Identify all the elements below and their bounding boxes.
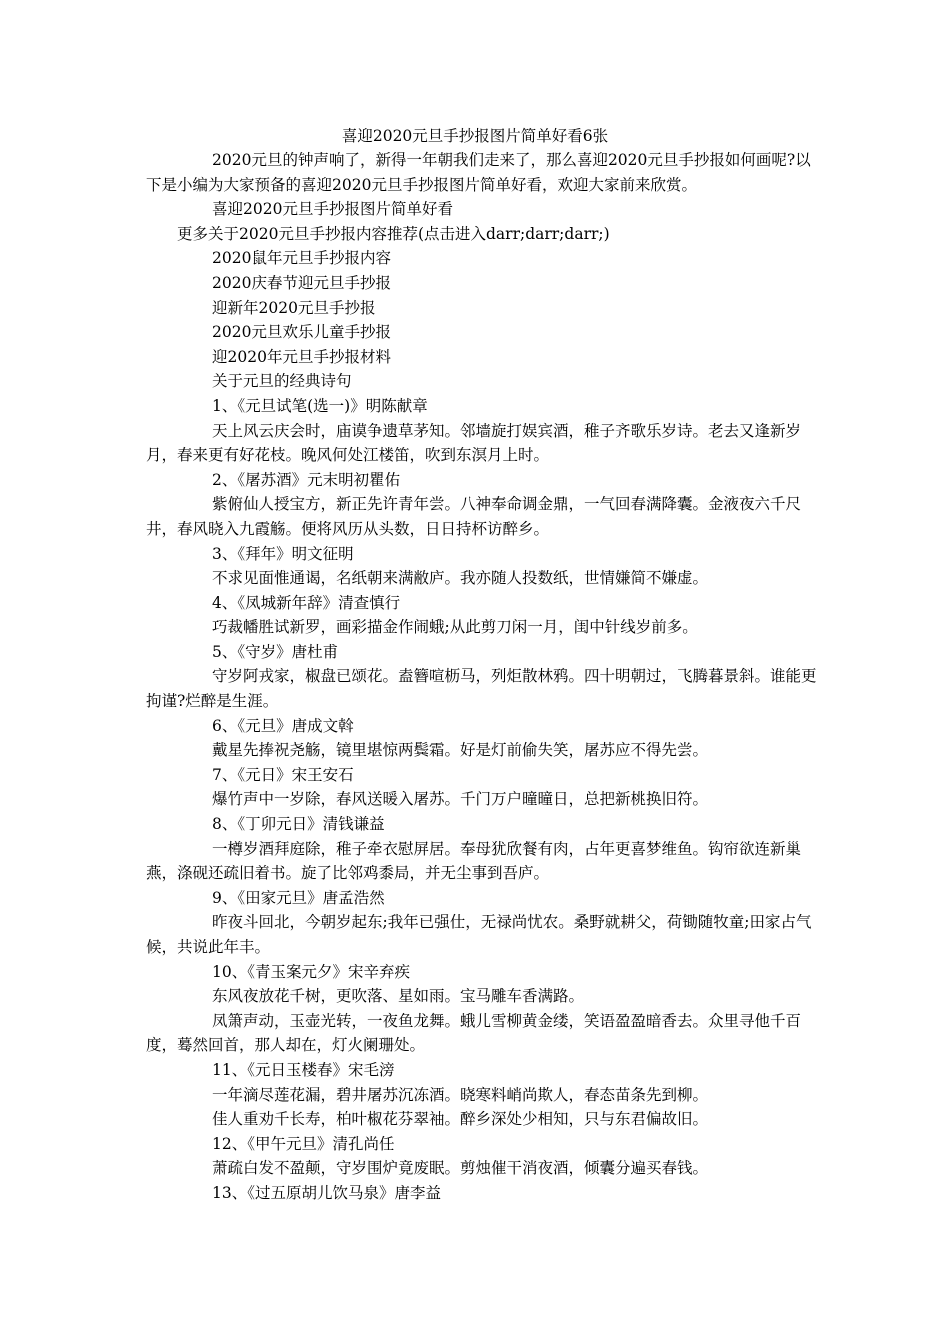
- poem-title: 9、《田家元旦》唐孟浩然: [212, 888, 385, 907]
- poem-title: 1、《元旦试笔(选一)》明陈献章: [212, 396, 428, 415]
- section-heading: 喜迎2020元旦手抄报图片简单好看: [212, 200, 453, 219]
- poem-title: 10、《青玉案元夕》宋辛弃疾: [212, 962, 410, 981]
- poem-title: 5、《守岁》唐杜甫: [212, 642, 339, 661]
- poem-text: 天上风云庆会时，庙谟争遗草茅知。邻墙旋打娱宾酒，稚子齐歌乐岁诗。老去又逢新岁月，春来更有好花枝。晚风何处江楼笛，吹到东溟月上时。: [146, 421, 802, 465]
- poem-title: 4、《凤城新年辞》清查慎行: [212, 593, 401, 612]
- poem-title: 11、《元日玉楼春》宋毛滂: [212, 1060, 395, 1079]
- poem-text: 紫俯仙人授宝方，新正先许青年尝。八神奉命调金鼎，一气回春满降囊。金液夜六千尺井，春风晓入九霞觞。便将风历从头数，日日持杯访醉乡。: [146, 495, 802, 538]
- poem-title: 7、《元日》宋王安石: [212, 765, 354, 784]
- poem-title: 12、《甲午元旦》清孔尚任: [212, 1134, 395, 1153]
- poem-text: 一年滴尽莲花漏，碧井屠苏沉冻酒。晓寒料峭尚欺人，春态苗条先到柳。: [212, 1085, 709, 1104]
- recommendation-link[interactable]: 2020元旦欢乐儿童手抄报: [212, 323, 391, 342]
- poem-title: 3、《拜年》明文征明: [212, 544, 354, 563]
- poem-text: 一樽岁酒拜庭除，稚子牵衣慰屏居。奉母犹欣餐有肉，占年更喜梦维鱼。钩帘欲连新巢燕，涤砚还疏旧着书。旋了比邻鸡黍局，并无尘事到吾庐。: [146, 839, 802, 883]
- poem-text: 巧裁幡胜试新罗，画彩描金作闹蛾;从此剪刀闲一月，闺中针线岁前多。: [212, 618, 698, 637]
- poem-text: 爆竹声中一岁除，春风送暖入屠苏。千门万户曈曈日，总把新桃换旧符。: [212, 790, 709, 809]
- poem-text: 萧疏白发不盈颠，守岁围炉竟废眠。剪烛催干消夜酒，倾囊分遍买春钱。: [212, 1159, 709, 1178]
- poem-title: 13、《过五原胡儿饮马泉》唐李益: [212, 1183, 441, 1202]
- poem-text: 东风夜放花千树，更吹落、星如雨。宝马雕车香满路。: [212, 987, 585, 1006]
- poem-text: 凤箫声动，玉壶光转，一夜鱼龙舞。蛾儿雪柳黄金缕，笑语盈盈暗香去。众里寻他千百度，蓦然回首，那人却在，灯火阑珊处。: [146, 1011, 802, 1055]
- poem-title: 2、《屠苏酒》元末明初瞿佑: [212, 470, 401, 489]
- intro-paragraph: 2020元旦的钟声响了，新得一年朝我们走来了，那么喜迎2020元旦手抄报如何画呢?以下是小编为大家预备的喜迎2020元旦手抄报图片简单好看，欢迎大家前来欣赏。: [146, 151, 811, 194]
- poem-title: 6、《元旦》唐成文斡: [212, 716, 354, 735]
- poem-text: 昨夜斗回北，今朝岁起东;我年已强仕，无禄尚忧农。桑野就耕父，荷锄随牧童;田家占气候，共说此年丰。: [146, 913, 812, 956]
- document-body: [146, 148, 822, 1206]
- recommendation-link[interactable]: 迎2020年元旦手抄报材料: [212, 347, 391, 366]
- poem-text: 佳人重劝千长寿，柏叶椒花芬翠袖。醉乡深处少相知，只与东君偏故旧。: [212, 1110, 709, 1129]
- poem-text: 守岁阿戎家，椒盘已颂花。盍簪喧枥马，列炬散林鸦。四十明朝过，飞腾暮景斜。谁能更拘谨?烂醉是生涯。: [146, 667, 817, 711]
- poem-title: 8、《丁卯元日》清钱谦益: [212, 815, 385, 834]
- recommendation-link[interactable]: 2020庆春节迎元旦手抄报: [212, 273, 391, 292]
- recommendation-link[interactable]: 2020鼠年元旦手抄报内容: [212, 249, 391, 268]
- document-title: 喜迎2020元旦手抄报图片简单好看6张: [341, 127, 609, 145]
- more-recommendations: 更多关于2020元旦手抄报内容推荐(点击进入darr;darr;darr;): [177, 224, 610, 243]
- section-heading: 关于元旦的经典诗句: [212, 372, 352, 391]
- poem-text: 戴星先捧祝尧觞，镜里堪惊两鬓霜。好是灯前偷失笑，屠苏应不得先尝。: [212, 741, 709, 760]
- poem-text: 不求见面惟通谒，名纸朝来满敝庐。我亦随人投数纸，世情嫌简不嫌虚。: [212, 569, 709, 588]
- recommendation-link[interactable]: 迎新年2020元旦手抄报: [212, 298, 376, 317]
